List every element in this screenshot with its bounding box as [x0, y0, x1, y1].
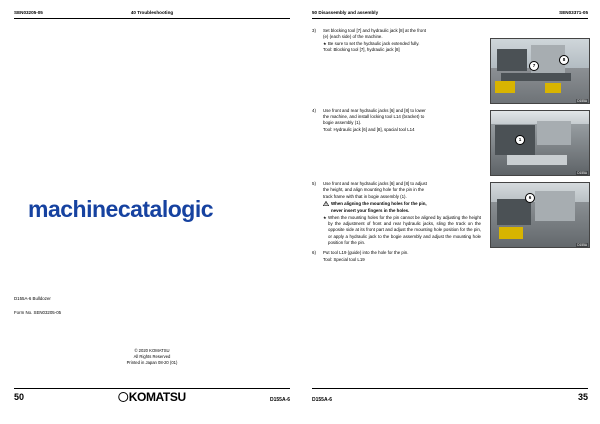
komatsu-logo	[118, 390, 185, 404]
step-3-body	[323, 28, 481, 54]
right-header-rule	[312, 18, 588, 19]
right-page	[312, 10, 588, 414]
photo-1-yellow-part	[495, 81, 515, 93]
photo-2-bogie	[537, 121, 571, 145]
step-6-number: 6)	[312, 250, 316, 255]
right-page-number: 35	[577, 392, 588, 402]
form-number: Form No. SEN03205-05	[14, 310, 62, 315]
copyright-line-3: Printed in Japan 08-20 (01)	[126, 360, 178, 366]
step-6	[312, 250, 588, 263]
photo-3-track-frame	[497, 199, 531, 225]
left-page-header	[14, 10, 290, 24]
step-5-warning-text-1: When aligning the mounting holes for the pin,	[331, 200, 427, 206]
step-5-bullet-1: ★ When the mounting holes for the pin cannot be aligned by adjusting the height by the adjustment of front and rear hydraulic jacks, sling the track on the opposite side at its front part and adjust the mounting hole position for the pin, or apply a hydraulic jack to the bogie assembly and adjust the mounting hole position for the pin.	[323, 215, 481, 246]
right-page-footer	[312, 388, 588, 414]
step-4-line-1: Use front and rear hydraulic jacks [6] and [8] to lower	[323, 107, 426, 113]
photo-3-yellow-part	[499, 227, 523, 239]
photo-2-callout-1: 1	[515, 135, 525, 145]
photo-2-caption: D155A	[577, 170, 587, 175]
photo-3-caption: D155A	[577, 242, 587, 247]
right-header-document-number: SEN03371-05	[559, 10, 588, 15]
step-4-number: 4)	[312, 107, 316, 113]
logo-circle-icon	[118, 392, 128, 402]
photo-bogie-locking-tool	[490, 110, 590, 176]
right-footer-rule	[312, 388, 588, 389]
right-page-header	[312, 10, 588, 24]
warning-triangle-icon	[323, 201, 329, 206]
step-5-line-3: track frame with that in bogie assembly (1).	[323, 193, 407, 199]
left-footer-rule	[14, 388, 290, 389]
photo-1-machine-part	[497, 49, 527, 71]
step-4-tool: Tool: Hydraulic jack [6] and [8], spacial tool L14	[323, 126, 415, 132]
left-footer-model: D155A-6	[269, 397, 290, 403]
left-header-rule	[14, 18, 290, 19]
step-5-line-2: the height, and align mounting hole for the pin in the	[323, 187, 425, 193]
step-4-line-3: bogie assembly (1).	[323, 120, 362, 125]
step-3-bullet-1: ★ Be sure to set the hydraulic jack extended fully.	[323, 41, 481, 47]
copyright-line-2: All Rights Reserved	[133, 354, 171, 360]
step-5-body	[323, 181, 481, 246]
left-header-section-title: 40 Troubleshooting	[130, 10, 174, 15]
left-header-document-number: SEN03205-05	[14, 10, 43, 15]
copyright-line-1: © 2020 KOMATSU	[134, 348, 170, 353]
step-6-tool: Tool: Special tool L19	[323, 256, 365, 262]
photo-3-jack	[535, 191, 575, 221]
photo-2-bracket	[507, 155, 567, 165]
photo-1-beam	[501, 73, 571, 81]
copyright-block	[127, 348, 178, 366]
photo-1-yellow-part-2	[545, 83, 561, 93]
photo-3-callout-6: 6	[525, 193, 535, 203]
watermark-text: machinecatalogic	[28, 196, 214, 222]
step-6-line-1: Put tool L19 (guide) into the hole for the pin.	[323, 250, 409, 255]
right-footer-model: D155A-6	[312, 397, 333, 403]
left-page-footer	[14, 388, 290, 414]
step-3-line-2: (e) (each side) of the machine.	[323, 34, 383, 40]
step-5-line-1: Use front and rear hydraulic jacks [6] and [8] to adjust	[323, 181, 427, 186]
photo-blocking-tool	[490, 38, 590, 104]
step-5-number: 5)	[312, 181, 316, 186]
step-5-warning-line-2	[323, 208, 481, 214]
right-header-section-title: 50 Disassembly and assembly	[312, 10, 379, 15]
step-5-warning-line-1	[323, 201, 481, 207]
step-6-body	[323, 250, 481, 263]
logo-text: KOMATSU	[128, 390, 186, 404]
step-4-line-2: the machine, and install locking tool L14 (bracket) to	[323, 113, 425, 119]
step-3-number: 3)	[312, 28, 316, 33]
left-page-number: 50	[14, 392, 25, 402]
step-3-tool: Tool: Blocking tool [7], hydraulic jack [8]	[323, 47, 400, 53]
step-3-line-1: Set blocking tool [7] and hydraulic jack [8] at the front	[323, 28, 426, 33]
photo-1-callout-7: 7	[529, 61, 539, 71]
photo-pin-alignment	[490, 182, 590, 248]
step-5-warning-text-2: never insert your fingers in the holes.	[331, 208, 410, 213]
step-4-body	[323, 108, 481, 134]
photo-1-caption: D155A	[577, 98, 587, 103]
photo-1-callout-8: 8	[559, 55, 569, 65]
book-identifier: D155A-6 Bulldozer	[14, 296, 51, 301]
